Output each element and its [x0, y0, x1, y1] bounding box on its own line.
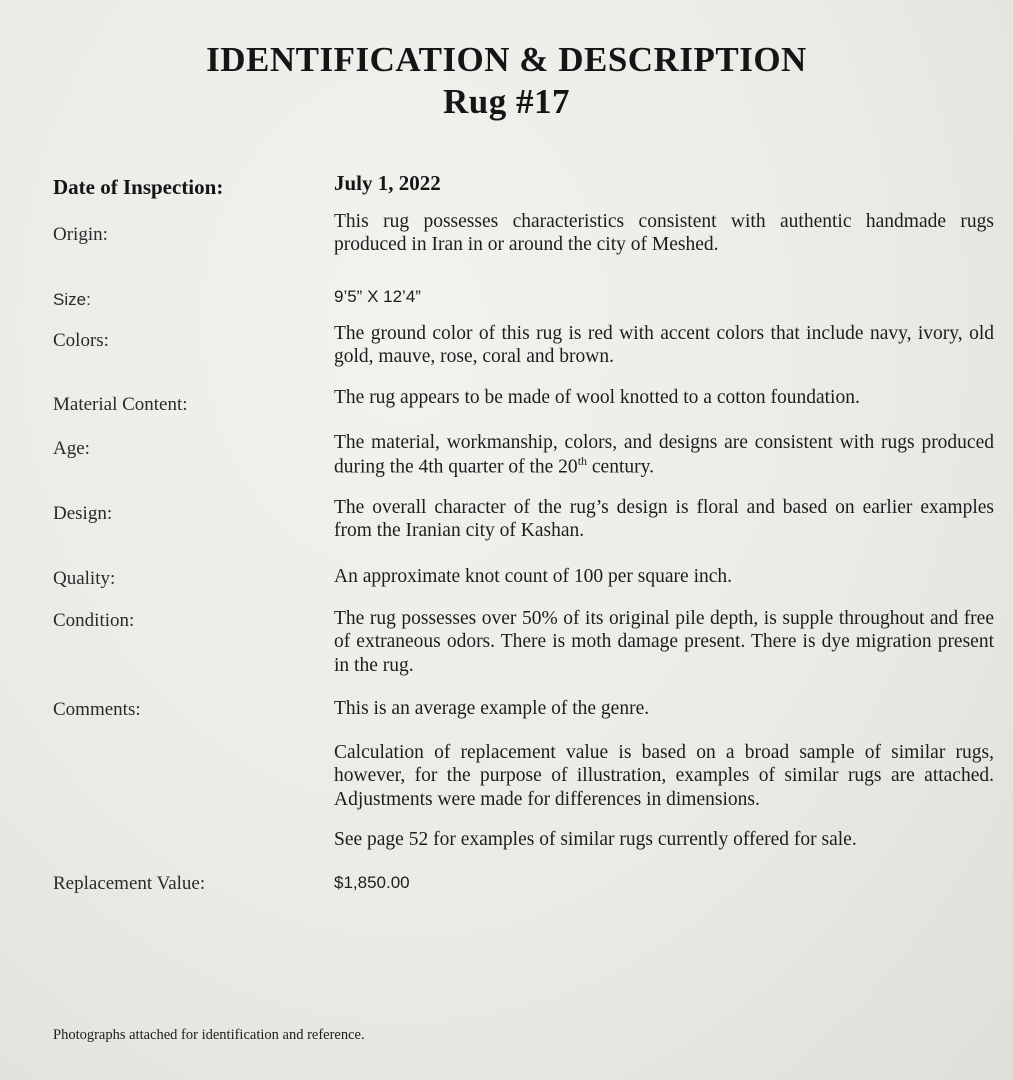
age-value — [334, 431, 994, 479]
colors-value: The ground color of this rug is red with accent colors that include navy, ivory, old gold, mauve, rose, coral and brown. — [334, 323, 994, 368]
comments-paragraph: Calculation of replacement value is based on a broad sample of similar rugs, however, for the purpose of illustration, examples of similar rugs are attached. Adjustments were made for differences in dimensions. — [334, 742, 994, 810]
material-label: Material Content: — [53, 394, 188, 415]
size-label: Size: — [53, 290, 91, 309]
age-text-end: century. — [587, 456, 654, 478]
comments-value: This is an average example of the genre. — [334, 698, 650, 719]
document-title: IDENTIFICATION & DESCRIPTION — [206, 40, 807, 79]
quality-label: Quality: — [53, 568, 116, 589]
colors-label: Colors: — [53, 330, 109, 351]
comments-see-page: See page 52 for examples of similar rugs currently offered for sale. — [334, 829, 857, 850]
origin-value: This rug possesses characteristics consistent with authentic handmade rugs produced in Iran in or around the city of Meshed. — [334, 211, 994, 256]
document-subtitle: Rug #17 — [443, 82, 570, 121]
footer-note: Photographs attached for identification and reference. — [53, 1027, 365, 1043]
size-value: 9’5” X 12’4” — [334, 287, 421, 306]
age-label: Age: — [53, 438, 90, 459]
ordinal-suffix: th — [577, 454, 588, 469]
replacement-value-label: Replacement Value: — [53, 873, 206, 894]
age-text: The material, workmanship, colors, and designs are consistent with rugs produced during the 4th quarter of the 20 — [334, 432, 994, 478]
origin-label: Origin: — [53, 224, 108, 245]
quality-value: An approximate knot count of 100 per square inch. — [334, 566, 733, 587]
condition-label: Condition: — [53, 610, 135, 631]
replacement-value: $1,850.00 — [334, 873, 410, 892]
material-value: The rug appears to be made of wool knotted to a cotton foundation. — [334, 387, 860, 408]
date-label: Date of Inspection: — [53, 175, 224, 199]
comments-label: Comments: — [53, 699, 141, 720]
design-value: The overall character of the rug’s design is floral and based on earlier examples from the Iranian city of Kashan. — [334, 497, 994, 542]
design-label: Design: — [53, 503, 113, 524]
condition-value: The rug possesses over 50% of its original pile depth, is supple throughout and free of extraneous odors. There is moth damage present. There is dye migration present in the rug. — [334, 608, 994, 676]
date-value: July 1, 2022 — [334, 171, 441, 195]
